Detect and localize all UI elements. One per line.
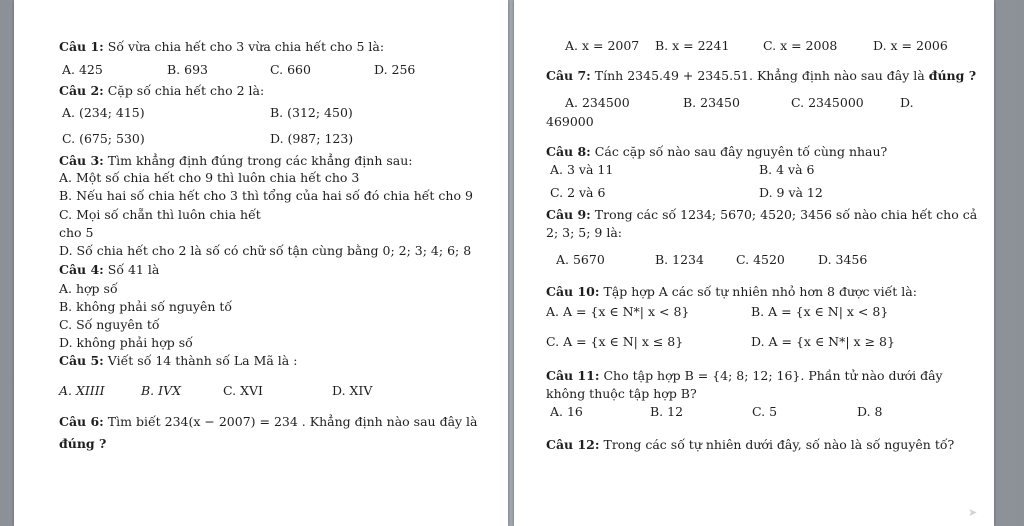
q8-option-d: D. 9 và 12 [759,185,823,200]
q3-option-c-cont: cho 5 [59,225,94,240]
question-12: Câu 12: Trong các số tự nhiên dưới đây, số nào là số nguyên tố? [546,437,955,452]
document-page-left [14,0,508,526]
question-6-cont: đúng ? [59,436,107,451]
q11-option-c: C. 5 [752,404,778,419]
q11-option-a: A. 16 [550,404,583,419]
question-8: Câu 8: Các cặp số nào sau đây nguyên tố cùng nhau? [546,144,888,159]
q3-option-d: D. Số chia hết cho 2 là số có chữ số tận cùng bằng 0; 2; 3; 4; 6; 8 [59,243,472,258]
q6-option-a: A. x = 2007 [565,38,640,53]
question-4: Câu 4: Số 41 là [59,262,160,277]
q5-option-d: D. XIV [332,383,373,398]
q2-option-b: B. (312; 450) [270,105,353,120]
q8-option-c: C. 2 và 6 [550,185,606,200]
q11-option-d: D. 8 [857,404,883,419]
q9-option-a: A. 5670 [556,252,605,267]
q10-option-c: C. A = {x ∈ N| x ≤ 8} [546,334,684,349]
q7-option-d: D. [900,95,914,110]
q3-option-c: C. Mọi số chẵn thì luôn chia hết [59,207,261,222]
question-9: Câu 9: Trong các số 1234; 5670; 4520; 3456 số nào chia hết cho cả [546,207,978,222]
q10-option-b: B. A = {x ∈ N| x < 8} [751,304,889,319]
q11-option-b: B. 12 [650,404,684,419]
q7-option-c: C. 2345000 [791,95,864,110]
q9-option-d: D. 3456 [818,252,868,267]
q9-option-b: B. 1234 [655,252,704,267]
q5-option-c: C. XVI [223,383,263,398]
question-10: Câu 10: Tập hợp A các số tự nhiên nhỏ hơn 8 được viết là: [546,284,917,299]
q6-option-b: B. x = 2241 [655,38,730,53]
next-page-arrow-icon[interactable]: ➤ [968,506,978,519]
question-2: Câu 2: Cặp số chia hết cho 2 là: [59,83,265,98]
q4-option-d: D. không phải hợp số [59,335,193,350]
q2-option-c: C. (675; 530) [62,131,145,146]
q3-option-a: A. Một số chia hết cho 9 thì luôn chia hết cho 3 [59,170,360,185]
q7-option-d-value: 469000 [546,114,594,129]
q2-option-d: D. (987; 123) [270,131,354,146]
question-6: Câu 6: Tìm biết 234(x − 2007) = 234 . Khẳng định nào sau đây là [59,414,478,429]
q4-option-a: A. hợp số [59,281,118,296]
q1-option-a: A. 425 [62,62,103,77]
question-1: Câu 1: Số vừa chia hết cho 3 vừa chia hết cho 5 là: [59,39,385,54]
q1-option-c: C. 660 [270,62,311,77]
question-3: Câu 3: Tìm khẳng định đúng trong các khẳng định sau: [59,153,413,168]
q8-option-a: A. 3 và 11 [550,162,614,177]
question-11-cont: không thuộc tập hợp B? [546,386,697,401]
q1-option-b: B. 693 [167,62,208,77]
q8-option-b: B. 4 và 6 [759,162,815,177]
q4-option-b: B. không phải số nguyên tố [59,299,233,314]
q10-option-d: D. A = {x ∈ N*| x ≥ 8} [751,334,895,349]
document-page-right [514,0,994,526]
question-11: Câu 11: Cho tập hợp B = {4; 8; 12; 16}. Phần tử nào dưới đây [546,368,943,383]
q7-option-a: A. 234500 [565,95,630,110]
question-5: Câu 5: Viết số 14 thành số La Mã là : [59,353,298,368]
q5-option-a: A. XIIII [59,383,105,398]
q3-option-b: B. Nếu hai số chia hết cho 3 thì tổng của hai số đó chia hết cho 9 [59,188,473,203]
q6-option-c: C. x = 2008 [763,38,838,53]
q7-option-b: B. 23450 [683,95,740,110]
q5-option-b: B. IVX [141,383,181,398]
question-9-cont: 2; 3; 5; 9 là: [546,225,623,240]
q9-option-c: C. 4520 [736,252,785,267]
question-7: Câu 7: Tính 2345.49 + 2345.51. Khẳng định nào sau đây là đúng ? [546,68,977,83]
q1-option-d: D. 256 [374,62,416,77]
q10-option-a: A. A = {x ∈ N*| x < 8} [546,304,690,319]
q6-option-d: D. x = 2006 [873,38,948,53]
q2-option-a: A. (234; 415) [62,105,145,120]
q4-option-c: C. Số nguyên tố [59,317,160,332]
